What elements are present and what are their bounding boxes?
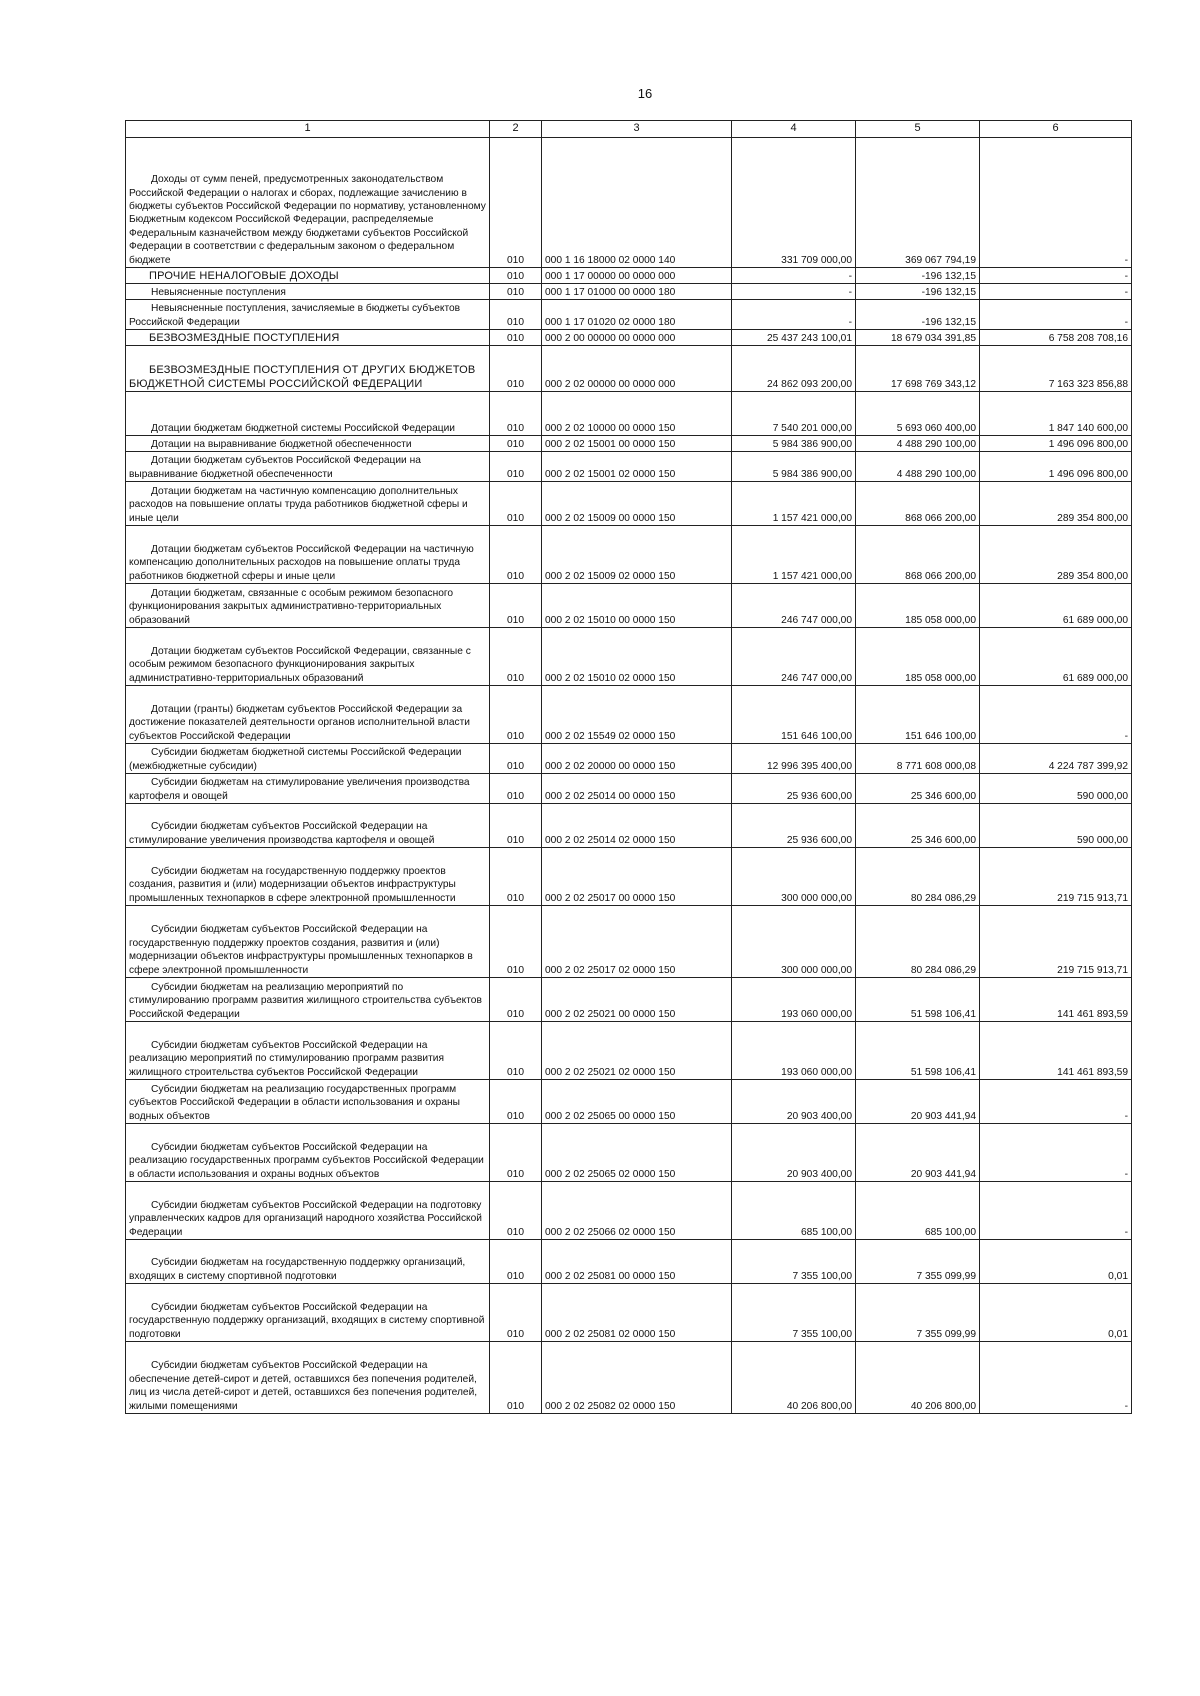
row-name-text: Субсидии бюджетам бюджетной системы Российской Федерации (межбюджетные субсидии)	[129, 747, 462, 772]
row-code: 010	[490, 774, 542, 804]
row-name	[126, 1022, 490, 1080]
row-col5: 4 488 290 100,00	[856, 436, 980, 452]
row-col4: 20 903 400,00	[732, 1124, 856, 1182]
header-cell: 4	[732, 121, 856, 138]
row-name	[126, 1284, 490, 1342]
table-row	[126, 584, 1132, 628]
row-col5: 25 346 600,00	[856, 804, 980, 848]
row-col4: 246 747 000,00	[732, 628, 856, 686]
row-kbk: 000 1 16 18000 02 0000 140	[542, 138, 732, 268]
row-col6: 219 715 913,71	[980, 906, 1132, 978]
row-col5: 868 066 200,00	[856, 526, 980, 584]
row-name	[126, 628, 490, 686]
row-name	[126, 848, 490, 906]
row-code: 010	[490, 452, 542, 482]
row-kbk: 000 2 02 20000 00 0000 150	[542, 744, 732, 774]
row-name	[126, 392, 490, 436]
row-col6: -	[980, 138, 1132, 268]
row-col5: 151 646 100,00	[856, 686, 980, 744]
row-code: 010	[490, 804, 542, 848]
row-name	[126, 436, 490, 452]
header-cell: 1	[126, 121, 490, 138]
row-kbk: 000 2 02 15009 00 0000 150	[542, 482, 732, 526]
row-col6: 590 000,00	[980, 774, 1132, 804]
row-code: 010	[490, 628, 542, 686]
row-col6: 289 354 800,00	[980, 482, 1132, 526]
table-row	[126, 1124, 1132, 1182]
row-col5: 7 355 099,99	[856, 1240, 980, 1284]
row-col4: 7 355 100,00	[732, 1240, 856, 1284]
row-col4: 246 747 000,00	[732, 584, 856, 628]
table-row	[126, 346, 1132, 392]
row-name	[126, 284, 490, 300]
row-name	[126, 1240, 490, 1284]
row-name-text: Дотации бюджетам, связанные с особым режимом безопасного функционирования закрытых административно-территориальных образований	[129, 587, 454, 626]
row-name-text: Дотации бюджетам субъектов Российской Федерации, связанные с особым режимом безопасного функционирования закрытых административно-территориальных образований	[129, 645, 471, 684]
header-cell: 5	[856, 121, 980, 138]
row-code: 010	[490, 1342, 542, 1414]
table-row	[126, 526, 1132, 584]
row-col4: 20 903 400,00	[732, 1080, 856, 1124]
row-col5: 8 771 608 000,08	[856, 744, 980, 774]
row-name-text: Дотации бюджетам субъектов Российской Федерации на частичную компенсацию дополнительных расходов на повышение оплаты труда работников бюджетной сферы и иные цели	[129, 543, 474, 582]
row-col6: 141 461 893,59	[980, 978, 1132, 1022]
row-col4: 12 996 395 400,00	[732, 744, 856, 774]
row-code: 010	[490, 526, 542, 584]
row-kbk: 000 2 02 15001 02 0000 150	[542, 452, 732, 482]
table-row	[126, 482, 1132, 526]
row-name-text: Субсидии бюджетам на реализацию государственных программ субъектов Российской Федерации в области использования и охраны водных объектов	[129, 1083, 460, 1122]
row-col5: 51 598 106,41	[856, 978, 980, 1022]
row-col5: 17 698 769 343,12	[856, 346, 980, 392]
row-name-text: Субсидии бюджетам субъектов Российской Федерации на реализацию мероприятий по стимулированию программ развития жилищного строительства субъектов Российской Федерации	[129, 1039, 445, 1078]
row-col6: -	[980, 686, 1132, 744]
table-row	[126, 138, 1132, 268]
row-name-text: Субсидии бюджетам субъектов Российской Федерации на государственную поддержку проектов создания, развития и (или) модернизации объектов инфраструктуры промышленных технопарков в сфере электронной промышленности	[129, 924, 473, 976]
row-name-text: Субсидии бюджетам субъектов Российской Федерации на государственную поддержку организаций, входящих в систему спортивной подготовки	[129, 1301, 485, 1340]
row-name	[126, 744, 490, 774]
row-code: 010	[490, 392, 542, 436]
row-code: 010	[490, 482, 542, 526]
header-cell: 6	[980, 121, 1132, 138]
row-code: 010	[490, 268, 542, 284]
table-row	[126, 744, 1132, 774]
row-code: 010	[490, 1284, 542, 1342]
row-col6: 1 496 096 800,00	[980, 452, 1132, 482]
table-row	[126, 300, 1132, 330]
row-name-text: Субсидии бюджетам на стимулирование увеличения производства картофеля и овощей	[129, 777, 470, 802]
row-name-text: Дотации бюджетам бюджетной системы Российской Федерации	[151, 422, 455, 434]
row-code: 010	[490, 346, 542, 392]
row-name	[126, 482, 490, 526]
row-col6: 289 354 800,00	[980, 526, 1132, 584]
row-col5: 80 284 086,29	[856, 848, 980, 906]
table-row	[126, 268, 1132, 284]
row-kbk: 000 2 02 15010 00 0000 150	[542, 584, 732, 628]
row-col4: 5 984 386 900,00	[732, 436, 856, 452]
row-name	[126, 804, 490, 848]
header-row	[126, 121, 1132, 138]
row-col5: 25 346 600,00	[856, 774, 980, 804]
row-code: 010	[490, 848, 542, 906]
row-col5: 4 488 290 100,00	[856, 452, 980, 482]
row-col6: 1 496 096 800,00	[980, 436, 1132, 452]
row-col4: 5 984 386 900,00	[732, 452, 856, 482]
row-name-text: ПРОЧИЕ НЕНАЛОГОВЫЕ ДОХОДЫ	[149, 269, 339, 282]
row-name	[126, 906, 490, 978]
table-row	[126, 1284, 1132, 1342]
row-col5: -196 132,15	[856, 284, 980, 300]
row-code: 010	[490, 284, 542, 300]
row-kbk: 000 2 02 15010 02 0000 150	[542, 628, 732, 686]
row-col4: 300 000 000,00	[732, 848, 856, 906]
table-row	[126, 452, 1132, 482]
row-col4: 193 060 000,00	[732, 978, 856, 1022]
row-col6: -	[980, 1080, 1132, 1124]
row-kbk: 000 2 02 25082 02 0000 150	[542, 1342, 732, 1414]
row-col5: 685 100,00	[856, 1182, 980, 1240]
row-col6: 6 758 208 708,16	[980, 330, 1132, 346]
table-row	[126, 686, 1132, 744]
row-name-text: Субсидии бюджетам на реализацию мероприятий по стимулированию программ развития жилищного строительства субъектов Российской Федерации	[129, 981, 482, 1020]
row-code: 010	[490, 138, 542, 268]
row-col5: 868 066 200,00	[856, 482, 980, 526]
row-code: 010	[490, 584, 542, 628]
row-code: 010	[490, 300, 542, 330]
row-name	[126, 978, 490, 1022]
row-kbk: 000 2 02 25081 02 0000 150	[542, 1284, 732, 1342]
row-kbk: 000 2 02 25014 02 0000 150	[542, 804, 732, 848]
row-kbk: 000 2 02 25021 02 0000 150	[542, 1022, 732, 1080]
row-code: 010	[490, 978, 542, 1022]
row-kbk: 000 1 17 01000 00 0000 180	[542, 284, 732, 300]
table-body	[126, 138, 1132, 1414]
row-name	[126, 268, 490, 284]
row-col4: 7 540 201 000,00	[732, 392, 856, 436]
row-name-text: Субсидии бюджетам на государственную поддержку организаций, входящих в систему спортивной подготовки	[129, 1257, 466, 1282]
row-col6: 141 461 893,59	[980, 1022, 1132, 1080]
header-cell: 3	[542, 121, 732, 138]
row-col6: 0,01	[980, 1284, 1132, 1342]
row-col4: 1 157 421 000,00	[732, 526, 856, 584]
row-col4: 300 000 000,00	[732, 906, 856, 978]
row-col6: 0,01	[980, 1240, 1132, 1284]
row-kbk: 000 2 02 15001 00 0000 150	[542, 436, 732, 452]
row-col4: 151 646 100,00	[732, 686, 856, 744]
row-col6: -	[980, 1124, 1132, 1182]
table-row	[126, 848, 1132, 906]
row-col6: 219 715 913,71	[980, 848, 1132, 906]
row-kbk: 000 2 02 25066 02 0000 150	[542, 1182, 732, 1240]
row-col5: -196 132,15	[856, 300, 980, 330]
row-kbk: 000 2 02 15009 02 0000 150	[542, 526, 732, 584]
row-kbk: 000 1 17 00000 00 0000 000	[542, 268, 732, 284]
row-kbk: 000 2 02 15549 02 0000 150	[542, 686, 732, 744]
row-col5: 369 067 794,19	[856, 138, 980, 268]
row-kbk: 000 2 00 00000 00 0000 000	[542, 330, 732, 346]
row-code: 010	[490, 744, 542, 774]
row-name	[126, 346, 490, 392]
table-row	[126, 1080, 1132, 1124]
table-row	[126, 804, 1132, 848]
row-col6: -	[980, 284, 1132, 300]
table-row	[126, 906, 1132, 978]
row-code: 010	[490, 1080, 542, 1124]
row-name-text: Дотации на выравнивание бюджетной обеспеченности	[151, 438, 412, 450]
row-code: 010	[490, 436, 542, 452]
row-name-text: Дотации бюджетам субъектов Российской Федерации на выравнивание бюджетной обеспеченности	[129, 455, 421, 480]
row-col6: 1 847 140 600,00	[980, 392, 1132, 436]
row-name	[126, 1342, 490, 1414]
row-name-text: БЕЗВОЗМЕЗДНЫЕ ПОСТУПЛЕНИЯ ОТ ДРУГИХ БЮДЖЕТОВ БЮДЖЕТНОЙ СИСТЕМЫ РОССИЙСКОЙ ФЕДЕРАЦИИ	[129, 364, 476, 390]
row-name	[126, 526, 490, 584]
table-row	[126, 978, 1132, 1022]
row-name	[126, 138, 490, 268]
row-col5: -196 132,15	[856, 268, 980, 284]
row-name	[126, 774, 490, 804]
row-kbk: 000 2 02 25017 00 0000 150	[542, 848, 732, 906]
row-col5: 5 693 060 400,00	[856, 392, 980, 436]
row-kbk: 000 2 02 25014 00 0000 150	[542, 774, 732, 804]
row-col5: 18 679 034 391,85	[856, 330, 980, 346]
table-row	[126, 1240, 1132, 1284]
row-col6: -	[980, 300, 1132, 330]
row-kbk: 000 2 02 00000 00 0000 000	[542, 346, 732, 392]
row-name-text: Невыясненные поступления	[151, 286, 286, 298]
row-col5: 185 058 000,00	[856, 584, 980, 628]
table-row	[126, 1022, 1132, 1080]
row-kbk: 000 2 02 25021 00 0000 150	[542, 978, 732, 1022]
row-col5: 80 284 086,29	[856, 906, 980, 978]
row-kbk: 000 2 02 25065 00 0000 150	[542, 1080, 732, 1124]
row-col6: -	[980, 1342, 1132, 1414]
row-name-text: Субсидии бюджетам субъектов Российской Федерации на стимулирование увеличения производства картофеля и овощей	[129, 821, 435, 846]
table-row	[126, 436, 1132, 452]
row-col4: -	[732, 268, 856, 284]
row-name	[126, 330, 490, 346]
row-col4: 25 437 243 100,01	[732, 330, 856, 346]
row-code: 010	[490, 1240, 542, 1284]
row-col4: 331 709 000,00	[732, 138, 856, 268]
table-row	[126, 392, 1132, 436]
row-col4: 25 936 600,00	[732, 804, 856, 848]
row-name	[126, 300, 490, 330]
row-col4: 1 157 421 000,00	[732, 482, 856, 526]
row-name	[126, 584, 490, 628]
row-name	[126, 1182, 490, 1240]
row-col6: 590 000,00	[980, 804, 1132, 848]
row-kbk: 000 2 02 25065 02 0000 150	[542, 1124, 732, 1182]
table-row	[126, 774, 1132, 804]
row-col6: 61 689 000,00	[980, 584, 1132, 628]
row-name-text: Субсидии бюджетам на государственную поддержку проектов создания, развития и (или) модернизации объектов инфраструктуры промышленных технопарков в сфере электронной промышленности	[129, 865, 456, 904]
page-number: 16	[637, 86, 653, 101]
row-col4: -	[732, 284, 856, 300]
row-name-text: Невыясненные поступления, зачисляемые в бюджеты субъектов Российской Федерации	[129, 303, 461, 328]
row-name-text: Субсидии бюджетам субъектов Российской Федерации на реализацию государственных программ субъектов Российской Федерации в области использования и охраны водных объектов	[129, 1141, 484, 1180]
table-row	[126, 628, 1132, 686]
row-name-text: Дотации (гранты) бюджетам субъектов Российской Федерации за достижение показателей деятельности органов исполнительной власти субъектов Российской Федерации	[129, 703, 470, 742]
row-col6: -	[980, 1182, 1132, 1240]
table-row	[126, 1342, 1132, 1414]
row-code: 010	[490, 1182, 542, 1240]
row-col5: 20 903 441,94	[856, 1080, 980, 1124]
budget-table	[125, 120, 1132, 1414]
row-col6: 7 163 323 856,88	[980, 346, 1132, 392]
row-col5: 185 058 000,00	[856, 628, 980, 686]
header-cell: 2	[490, 121, 542, 138]
row-col4: 7 355 100,00	[732, 1284, 856, 1342]
row-name-text: Доходы от сумм пеней, предусмотренных законодательством Российской Федерации о налогах и сборах, подлежащие зачислению в бюджеты субъектов Российской Федерации по нормативу, установленному Бюджетным кодексом Российской Федерации, распределяемые Федеральным казначейством между бюджетами субъектов Российской Федерации в соответствии с федеральным законом о федеральном бюджете	[129, 174, 486, 266]
row-name	[126, 452, 490, 482]
row-col6: 4 224 787 399,92	[980, 744, 1132, 774]
row-col4: -	[732, 300, 856, 330]
table-row	[126, 1182, 1132, 1240]
row-col6: -	[980, 268, 1132, 284]
row-kbk: 000 2 02 10000 00 0000 150	[542, 392, 732, 436]
row-code: 010	[490, 1124, 542, 1182]
table-row	[126, 330, 1132, 346]
row-code: 010	[490, 1022, 542, 1080]
row-col5: 7 355 099,99	[856, 1284, 980, 1342]
row-col4: 24 862 093 200,00	[732, 346, 856, 392]
row-col6: 61 689 000,00	[980, 628, 1132, 686]
row-col4: 25 936 600,00	[732, 774, 856, 804]
row-name-text: Дотации бюджетам на частичную компенсацию дополнительных расходов на повышение оплаты труда работников бюджетной сферы и иные цели	[129, 485, 468, 524]
row-col4: 685 100,00	[732, 1182, 856, 1240]
row-col4: 193 060 000,00	[732, 1022, 856, 1080]
row-col5: 51 598 106,41	[856, 1022, 980, 1080]
row-name-text: БЕЗВОЗМЕЗДНЫЕ ПОСТУПЛЕНИЯ	[149, 331, 340, 344]
row-col4: 40 206 800,00	[732, 1342, 856, 1414]
row-col5: 40 206 800,00	[856, 1342, 980, 1414]
row-code: 010	[490, 906, 542, 978]
row-col5: 20 903 441,94	[856, 1124, 980, 1182]
row-kbk: 000 2 02 25081 00 0000 150	[542, 1240, 732, 1284]
row-code: 010	[490, 686, 542, 744]
row-kbk: 000 1 17 01020 02 0000 180	[542, 300, 732, 330]
row-name-text: Субсидии бюджетам субъектов Российской Федерации на подготовку управленческих кадров для организаций народного хозяйства Российской Федерации	[129, 1199, 482, 1238]
row-name	[126, 1080, 490, 1124]
row-kbk: 000 2 02 25017 02 0000 150	[542, 906, 732, 978]
row-name-text: Субсидии бюджетам субъектов Российской Федерации на обеспечение детей-сирот и детей, оставшихся без попечения родителей, лиц из числа детей-сирот и детей, оставшихся без попечения родителей, жилыми помещениями	[129, 1360, 478, 1412]
row-name	[126, 1124, 490, 1182]
row-name	[126, 686, 490, 744]
table-row	[126, 284, 1132, 300]
row-code: 010	[490, 330, 542, 346]
